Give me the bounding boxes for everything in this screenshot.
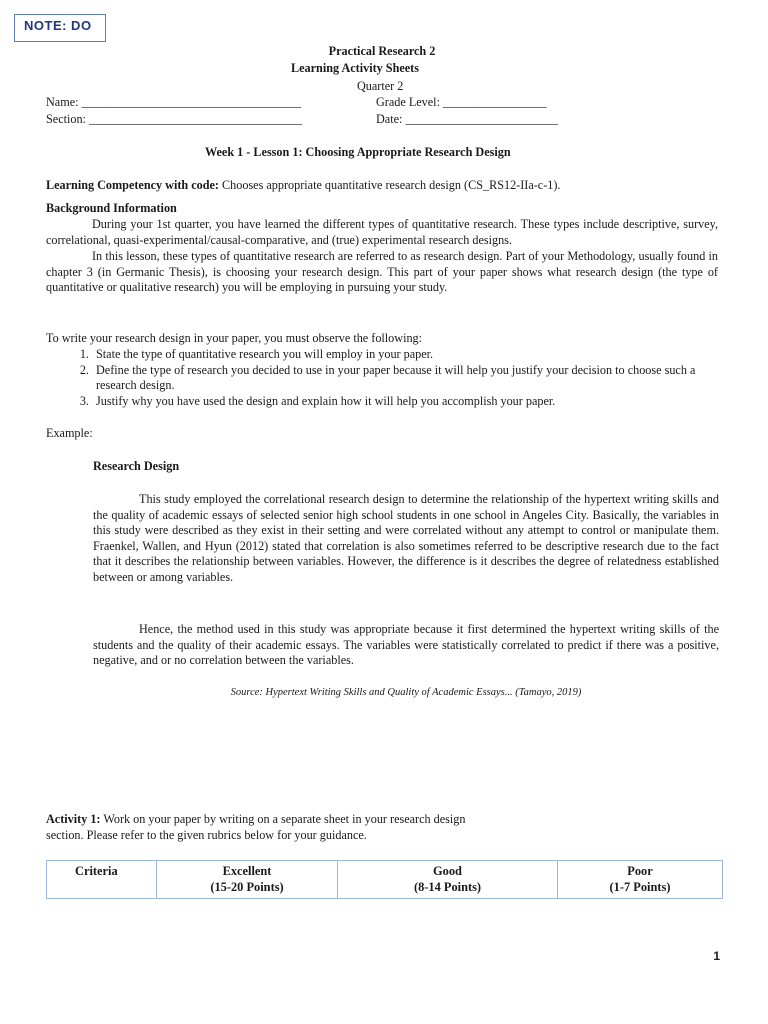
rubric-table xyxy=(46,860,723,899)
excellent-title: Excellent xyxy=(222,864,272,878)
doc-subtitle: Learning Activity Sheets xyxy=(291,61,419,75)
competency-text: Chooses appropriate quantitative research design (CS_RS12-IIa-c-1). xyxy=(218,178,561,192)
example-paragraph-2: Hence, the method used in this study was appropriate because it first determined the hypertext writing skills of the students and the quality of their academic essays. The variables were statistically correlated to predict if there was a positive, negative, and or no correlation between the variables. xyxy=(93,622,719,667)
list-item: 1. State the type of quantitative research you will employ in your paper. xyxy=(92,347,718,363)
section-field: Section: ___________________________________ xyxy=(46,112,303,126)
instructions-intro: To write your research design in your paper, you must observe the following: xyxy=(46,331,423,345)
doc-title-wrap xyxy=(0,44,768,60)
doc-title: Practical Research 2 xyxy=(328,44,436,58)
example-paragraph-1: This study employed the correlational research design to determine the relationship of the hypertext writing skills and the quality of academic essays of selected senior high school students in one school in Angeles City. Basically, the variables in this study were described as they exist in their setting and were correlated without any attempt to control or manipulate them. Fraenkel, Wallen, and Hyun (2012) stated that correlation is also sometimes referred to be descriptive research due to the fact that it describes the relationship between variables. However, the difference is it describes the degree of relatedness established between or among variables. xyxy=(93,492,719,584)
poor-title: Poor xyxy=(627,864,653,878)
note-text: NOTE: DO xyxy=(24,18,92,33)
instructions-list xyxy=(46,347,718,409)
example-source: Source: Hypertext Writing Skills and Quality of Academic Essays... (Tamayo, 2019) xyxy=(230,687,582,698)
example-label: Example: xyxy=(46,426,93,440)
list-item: 2. Define the type of research you decided to use in your paper because it will help you justify your decision to choose such a research design. xyxy=(92,363,718,394)
page-number: 1 xyxy=(713,949,720,963)
name-field: Name: ____________________________________ xyxy=(46,95,301,109)
good-title: Good xyxy=(433,864,462,878)
criteria-title: Criteria xyxy=(75,864,118,878)
background-heading: Background Information xyxy=(46,201,177,215)
activity-label: Activity 1: xyxy=(46,812,101,826)
activity-line-2: section. Please refer to the given rubrics below for your guidance. xyxy=(46,828,367,842)
rubric-header-good xyxy=(338,861,558,899)
date-field: Date: _________________________ xyxy=(376,112,558,126)
rubric-table-wrap xyxy=(46,860,723,899)
table-row xyxy=(47,861,723,899)
excellent-points: (15-20 Points) xyxy=(210,880,284,894)
grade-level-field: Grade Level: _________________ xyxy=(376,95,547,109)
research-design-heading: Research Design xyxy=(93,459,180,473)
background-paragraph-1: During your 1st quarter, you have learned the different types of quantitative research. These types include descriptive, survey, correlational, quasi-experimental/causal-comparative, and (true) experimental research designs. xyxy=(46,217,718,247)
rubric-header-excellent xyxy=(157,861,338,899)
background-paragraph-2: In this lesson, these types of quantitative research are referred to as research design. Part of your Methodology, usually found in chapter 3 (in Germanic Thesis), is choosing your research design. This part of your paper shows what research design (the type of quantitative or qualitative research) you will be employing in pursuing your study. xyxy=(46,249,718,294)
lesson-title: Week 1 - Lesson 1: Choosing Appropriate Research Design xyxy=(205,145,511,159)
competency-label: Learning Competency with code: xyxy=(46,178,219,192)
quarter-label: Quarter 2 xyxy=(357,79,404,93)
learning-competency xyxy=(46,178,726,194)
activity-text-1: Work on your paper by writing on a separate sheet in your research design xyxy=(100,812,466,826)
rubric-header-poor xyxy=(558,861,723,899)
activity-line-1 xyxy=(46,812,465,828)
note-box xyxy=(14,14,106,42)
good-points: (8-14 Points) xyxy=(413,880,482,894)
rubric-header-criteria xyxy=(47,861,157,899)
list-item: 3. Justify why you have used the design and explain how it will help you accomplish your paper. xyxy=(92,394,718,410)
poor-points: (1-7 Points) xyxy=(609,880,671,894)
